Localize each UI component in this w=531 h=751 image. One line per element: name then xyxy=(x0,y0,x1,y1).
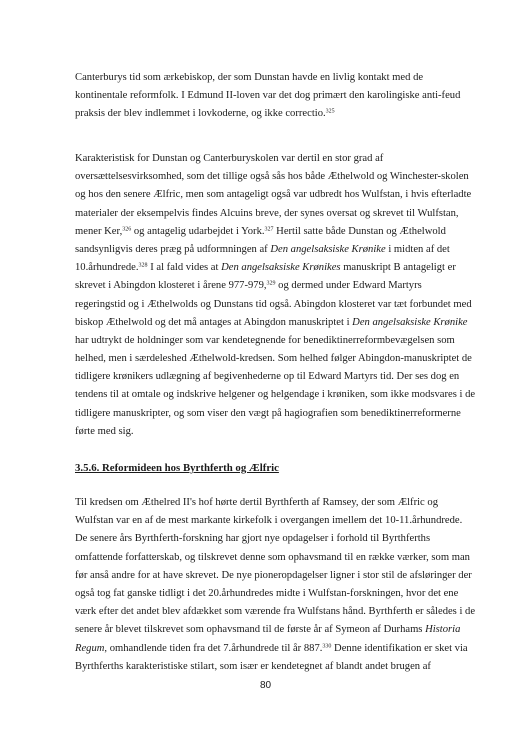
text-run: Byrthferths karakteristiske stilart, som især er kendetegnet af blandt andet brugen af xyxy=(75,660,431,672)
text-run: og antagelig udarbejdet i York. xyxy=(131,225,265,237)
text-run: oversættelsesvirksomhed, som det tillige også sås hos både Æthelwold og Winchester-skolen xyxy=(75,171,469,183)
text-line xyxy=(75,585,470,603)
text-run: før anså andre for at have skrevet. De nye pioneropdagelser ligner i stor stil de afsløringer der xyxy=(75,569,472,581)
text-line xyxy=(75,549,470,567)
text-run: kontinentale reformfolk. I Edmund II-loven var det dog primært den karolingiske anti-feud xyxy=(75,90,461,102)
text-line xyxy=(75,150,470,168)
text-run: regeringstid og i Æthelwolds og Dunstans tid også. Abingdon klosteret var tæt forbundet med xyxy=(75,298,472,310)
footnote-ref: 328 xyxy=(138,262,148,269)
italic-title: Historia xyxy=(425,624,461,636)
text-line xyxy=(75,603,476,621)
text-run: praksis der blev indlemmet i lovkoderne, og ikke correctio. xyxy=(75,108,326,120)
text-line xyxy=(75,277,470,295)
text-line xyxy=(75,530,470,548)
text-line xyxy=(75,223,470,241)
text-run: Karakteristisk for Dunstan og Canterburyskolen var dertil en stor grad af xyxy=(75,153,384,164)
text-line xyxy=(75,640,470,658)
text-line xyxy=(75,405,470,423)
text-run: også tog fat ganske tidligt i det 20.århundredes midte i Wulfstan-forskningen, hvor det ene xyxy=(75,587,459,599)
text-line xyxy=(75,69,470,87)
text-run: I al fald vides at xyxy=(147,262,222,274)
footnote-ref: 329 xyxy=(266,280,276,287)
text-line xyxy=(75,350,470,368)
footnote-ref: 325 xyxy=(325,108,335,115)
text-run: tidligere manuskripter, og som viser den vægt på hagiografien som benediktinerreformerne xyxy=(75,407,461,419)
footnote-ref: 326 xyxy=(122,226,132,233)
text-run: skrevet i Abingdon klosteret i årene 977-979, xyxy=(75,280,267,292)
text-line xyxy=(75,105,470,123)
text-run: Canterburys tid som ærkebiskop, der som Dunstan havde en livlig kontakt med de xyxy=(75,72,424,83)
text-run: værk efter det andet blev afdækket som værende fra Wulfstans hånd. Byrthferth er således i de xyxy=(75,606,476,618)
italic-title: Regum xyxy=(75,642,105,654)
text-line xyxy=(75,241,470,259)
text-line xyxy=(75,621,470,639)
text-line xyxy=(75,259,470,277)
page-number: 80 xyxy=(259,680,272,691)
italic-title: Den angelsaksiske Krønike xyxy=(352,316,468,328)
paragraph-byrthferth xyxy=(75,494,476,676)
text-line xyxy=(75,368,470,386)
section-heading: 3.5.6. Reformideen hos Byrthferth og Ælfric xyxy=(75,462,279,474)
text-line xyxy=(75,205,470,223)
text-run: Til kredsen om Æthelred II's hof hørte dertil Byrthferth af Ramsey, der som Ælfric og xyxy=(75,497,439,508)
paragraph-dunstan-canterburyskolen xyxy=(75,150,476,441)
text-run: senere år blevet tilskrevet som ophavsmand til de første år af Symeon af Durhams xyxy=(75,624,426,636)
footnote-ref: 327 xyxy=(264,226,274,233)
text-line xyxy=(75,168,470,186)
text-run: helhed, men i særdeleshed Æthelwold-kredsen. Som helhed følger Abingdon-manuskriptet de xyxy=(75,353,472,365)
text-run: sandsynligvis deres præg på udformningen af xyxy=(75,243,271,255)
text-run: har udtrykt de holdninger som var kendetegnende for benediktinerreformbevægelsen som xyxy=(75,334,455,346)
text-run: biskop Æthelwold og det må antages at Abingdon manuskriptet i xyxy=(75,316,353,328)
text-run: , omhandlende tiden fra det 7.århundrede til år 887. xyxy=(104,642,323,654)
text-line xyxy=(75,87,470,105)
italic-title: Den angelsaksiske Krønikes xyxy=(221,262,341,274)
text-line xyxy=(75,658,470,676)
text-line xyxy=(75,386,476,404)
text-line xyxy=(75,567,470,585)
text-run: tidligere krønikers udlægning af begivenhederne op til Edward Martyrs tid. Der ses dog en xyxy=(75,371,460,383)
text-line xyxy=(75,314,470,332)
text-run: Denne identifikation er sket via xyxy=(331,642,468,654)
text-run: omfattende forfatterskab, og tilskrevet denne som ophavsmand til en række værker, som man xyxy=(75,551,470,563)
text-run: og hos den senere Ælfric, men som antageligt også var udbredt hos Wulfstan, i hvis efterladte xyxy=(75,189,472,201)
text-run: i midten af det xyxy=(385,243,450,255)
text-run: tendens til at omtale og indskrive helgener og helgendage i krøniken, som ikke modsvares i de xyxy=(75,389,476,401)
italic-title: Den angelsaksiske Krønike xyxy=(270,243,386,255)
text-run: Hertil satte både Dunstan og Æthelwold xyxy=(273,225,446,237)
text-line xyxy=(75,332,470,350)
text-run: De senere års Byrthferth-forskning har gjort nye opdagelser i forhold til Byrthferths xyxy=(75,533,431,545)
footnote-ref: 330 xyxy=(322,643,332,649)
text-run: Wulfstan var en af de mest markante kirkefolk i overgangen imellem det 10-11.århundrede. xyxy=(75,515,463,527)
text-line xyxy=(75,512,470,530)
text-run: materialer der eksempelvis findes Alcuins breve, der synes oversat og skrevet til Wulfstan, xyxy=(75,207,459,219)
text-run: mener Ker, xyxy=(75,225,123,237)
text-line xyxy=(75,296,470,314)
paragraph-canterbury xyxy=(75,69,470,124)
text-line xyxy=(75,423,470,441)
text-line xyxy=(75,186,470,204)
text-run: manuskript B antageligt er xyxy=(340,262,456,274)
text-run: og dermed under Edward Martyrs xyxy=(275,280,422,292)
text-run: 10.århundrede. xyxy=(75,262,139,274)
text-line xyxy=(75,494,470,512)
text-run: førte med sig. xyxy=(75,425,134,437)
